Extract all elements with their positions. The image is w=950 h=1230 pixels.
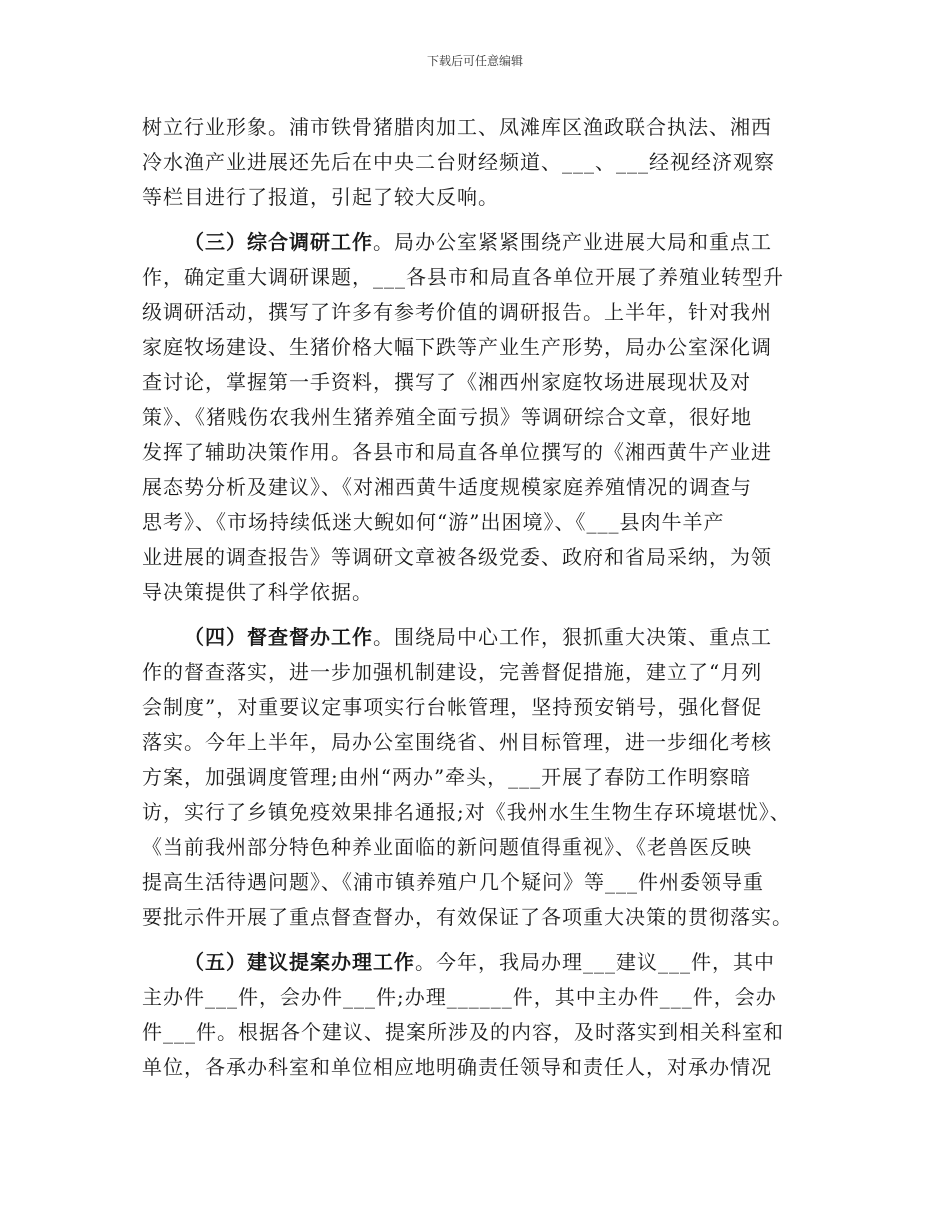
- text-line: 导决策提供了科学依据。: [142, 580, 373, 604]
- section-heading: （四）督查督办工作: [184, 625, 373, 649]
- text-line: 《当前我州部分特色种养业面临的新问题值得重视》、《老兽医反映: [142, 835, 752, 859]
- text-line: 作的督查落实，进一步加强机制建设，完善督促措施，建立了“月列: [142, 660, 763, 684]
- text-line: [142, 225, 812, 260]
- paragraph-proposal-handling: [142, 945, 812, 1085]
- text-line: [142, 945, 812, 980]
- text-line: 主办件___件，会办件___件;办理______件，其中主办件___件，会办: [142, 985, 777, 1009]
- text-line: 件___件。根据各个建议、提案所涉及的内容，及时落实到相关科室和: [142, 1020, 784, 1044]
- text-span: 。局办公室紧紧围绕产业进展大局和重点工: [373, 230, 772, 254]
- text-line: 树立行业形象。浦市铁骨猪腊肉加工、凤滩库区渔政联合执法、湘西: [142, 115, 772, 139]
- paragraph-supervision: [142, 620, 812, 935]
- text-line: [142, 620, 812, 655]
- document-body: [142, 110, 812, 1095]
- text-line: 提高生活待遇问题》、《浦市镇养殖户几个疑问》等___件州委领导重: [142, 870, 764, 894]
- text-line: 落实。今年上半年，局办公室围绕省、州目标管理，进一步细化考核: [142, 730, 772, 754]
- text-span: 。围绕局中心工作，狠抓重大决策、重点工: [373, 625, 772, 649]
- text-span: 。今年，我局办理___建议___件，其中: [415, 950, 775, 974]
- text-line: 访，实行了乡镇免疫效果排名通报;对《我州水生生物生存环境堪忧》、: [142, 800, 791, 824]
- text-line: 作，确定重大调研课题，___各县市和局直各单位开展了养殖业转型升: [142, 265, 784, 289]
- page-header: 下载后可任意编辑: [426, 54, 523, 68]
- text-line: 会制度”，对重要议定事项实行台帐管理，坚持预安销号，强化督促: [142, 695, 763, 719]
- text-line: 冷水渔产业进展还先后在中央二台财经频道、___、___经视经济观察: [142, 150, 775, 174]
- text-line: 业进展的调查报告》等调研文章被各级党委、政府和省局采纳，为领: [142, 545, 772, 569]
- text-line: 单位，各承办科室和单位相应地明确责任领导和责任人，对承办情况: [142, 1055, 772, 1079]
- text-line: 思考》、《市场持续低迷大鲵如何“游”出困境》、《___县肉牛羊产: [142, 510, 725, 534]
- paragraph-comprehensive-research: [142, 225, 812, 610]
- text-line: 要批示件开展了重点督查督办，有效保证了各项重大决策的贯彻落实。: [142, 905, 793, 929]
- text-line: 发挥了辅助决策作用。各县市和局直各单位撰写的《湘西黄牛产业进: [142, 440, 772, 464]
- text-line: 方案，加强调度管理;由州“两办”牵头，___开展了春防工作明察暗: [142, 765, 752, 789]
- text-line: 等栏目进行了报道，引起了较大反响。: [142, 185, 499, 209]
- text-line: 家庭牧场建设、生猪价格大幅下跌等产业生产形势，局办公室深化调: [142, 335, 772, 359]
- paragraph: [142, 110, 812, 215]
- section-heading: （五）建议提案办理工作: [184, 950, 415, 974]
- section-heading: （三）综合调研工作: [184, 230, 373, 254]
- text-line: 查讨论，掌握第一手资料，撰写了《湘西州家庭牧场进展现状及对: [142, 370, 751, 394]
- text-line: 策》、《猪贱伤农我州生猪养殖全面亏损》等调研综合文章，很好地: [142, 405, 752, 429]
- text-line: 展态势分析及建议》、《对湘西黄牛适度规模家庭养殖情况的调查与: [142, 475, 752, 499]
- text-line: 级调研活动，撰写了许多有参考价值的调研报告。上半年，针对我州: [142, 300, 772, 324]
